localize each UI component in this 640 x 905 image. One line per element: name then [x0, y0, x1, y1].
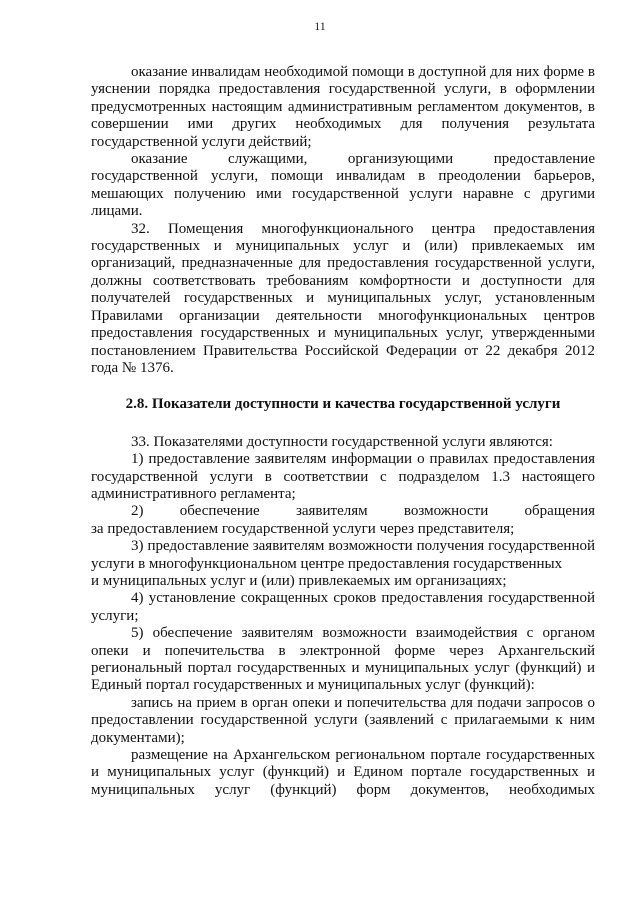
paragraph-assistance-clarification: оказание инвалидам необходимой помощи в доступной для них форме в уяснении порядка предоставления государственной услуги, в оформлении предусмотренных настоящим административным регламентом документов, в совершении ими других необходимых для получения результата государственной услуги действий;: [91, 64, 595, 150]
list-subitem-appointment: запись на прием в орган опеки и попечительства для подачи запросов о предоставлении государственной услуги (заявлений с прилагаемыми к ним документами);: [91, 694, 595, 746]
page-number: 11: [314, 19, 326, 33]
list-item-3: 3) предоставление заявителям возможности получения государственной услуги в многофункциональном центре предоставления государственных: [91, 538, 595, 572]
list-item-2: 2) обеспечение заявителям возможности обращения: [131, 503, 595, 520]
list-item-5: 5) обеспечение заявителям возможности взаимодействия с органом опеки и попечительства в электронной форме через Архангельский региональный портал государственных и муниципальных услуг (функций) и Единый портал государственных и муниципальных услуг (функций):: [91, 625, 595, 694]
list-item-1: 1) предоставление заявителям информации о правилах предоставления государственной услуги в соответствии с подразделом 1.3 настоящего административного регламента;: [91, 451, 595, 502]
paragraph-assistance-barriers: оказание служащими, организующими предоставление государственной услуги, помощи инвалидам в преодолении барьеров, мешающих получению ими государственной услуги наравне с другими лицами.: [91, 151, 595, 220]
list-item-3-continuation: и муниципальных услуг и (или) привлекаемых им организациях;: [91, 572, 507, 589]
list-subitem-forms: размещение на Архангельском региональном портале государственных и муниципальных услуг (функций) и Едином портале государственных и муниципальных услуг (функций) форм документов, необходимых: [91, 747, 595, 798]
list-item-4: 4) установление сокращенных сроков предоставления государственной услуги;: [91, 590, 595, 624]
paragraph-33-intro: 33. Показателями доступности государственной услуги являются:: [131, 433, 553, 450]
page-body: [91, 64, 595, 799]
paragraph-32-premises: 32. Помещения многофункционального центра предоставления государственных и муниципальных услуг и (или) привлекаемых им организаций, предназначенные для предоставления государственной услуги, должны соответствовать требованиям комфортности и доступности для получателей государственных и муниципальных услуг, установленным Правилами организации деятельности многофункциональных центров предоставления государственных и муниципальных услуг, утвержденными постановлением Правительства Российской Федерации от 22 декабря 2012 года № 1376.: [91, 220, 595, 376]
list-item-2-continuation: за предоставлением государственной услуги через представителя;: [91, 520, 515, 537]
section-heading: 2.8. Показатели доступности и качества государственной услуги: [125, 396, 561, 413]
